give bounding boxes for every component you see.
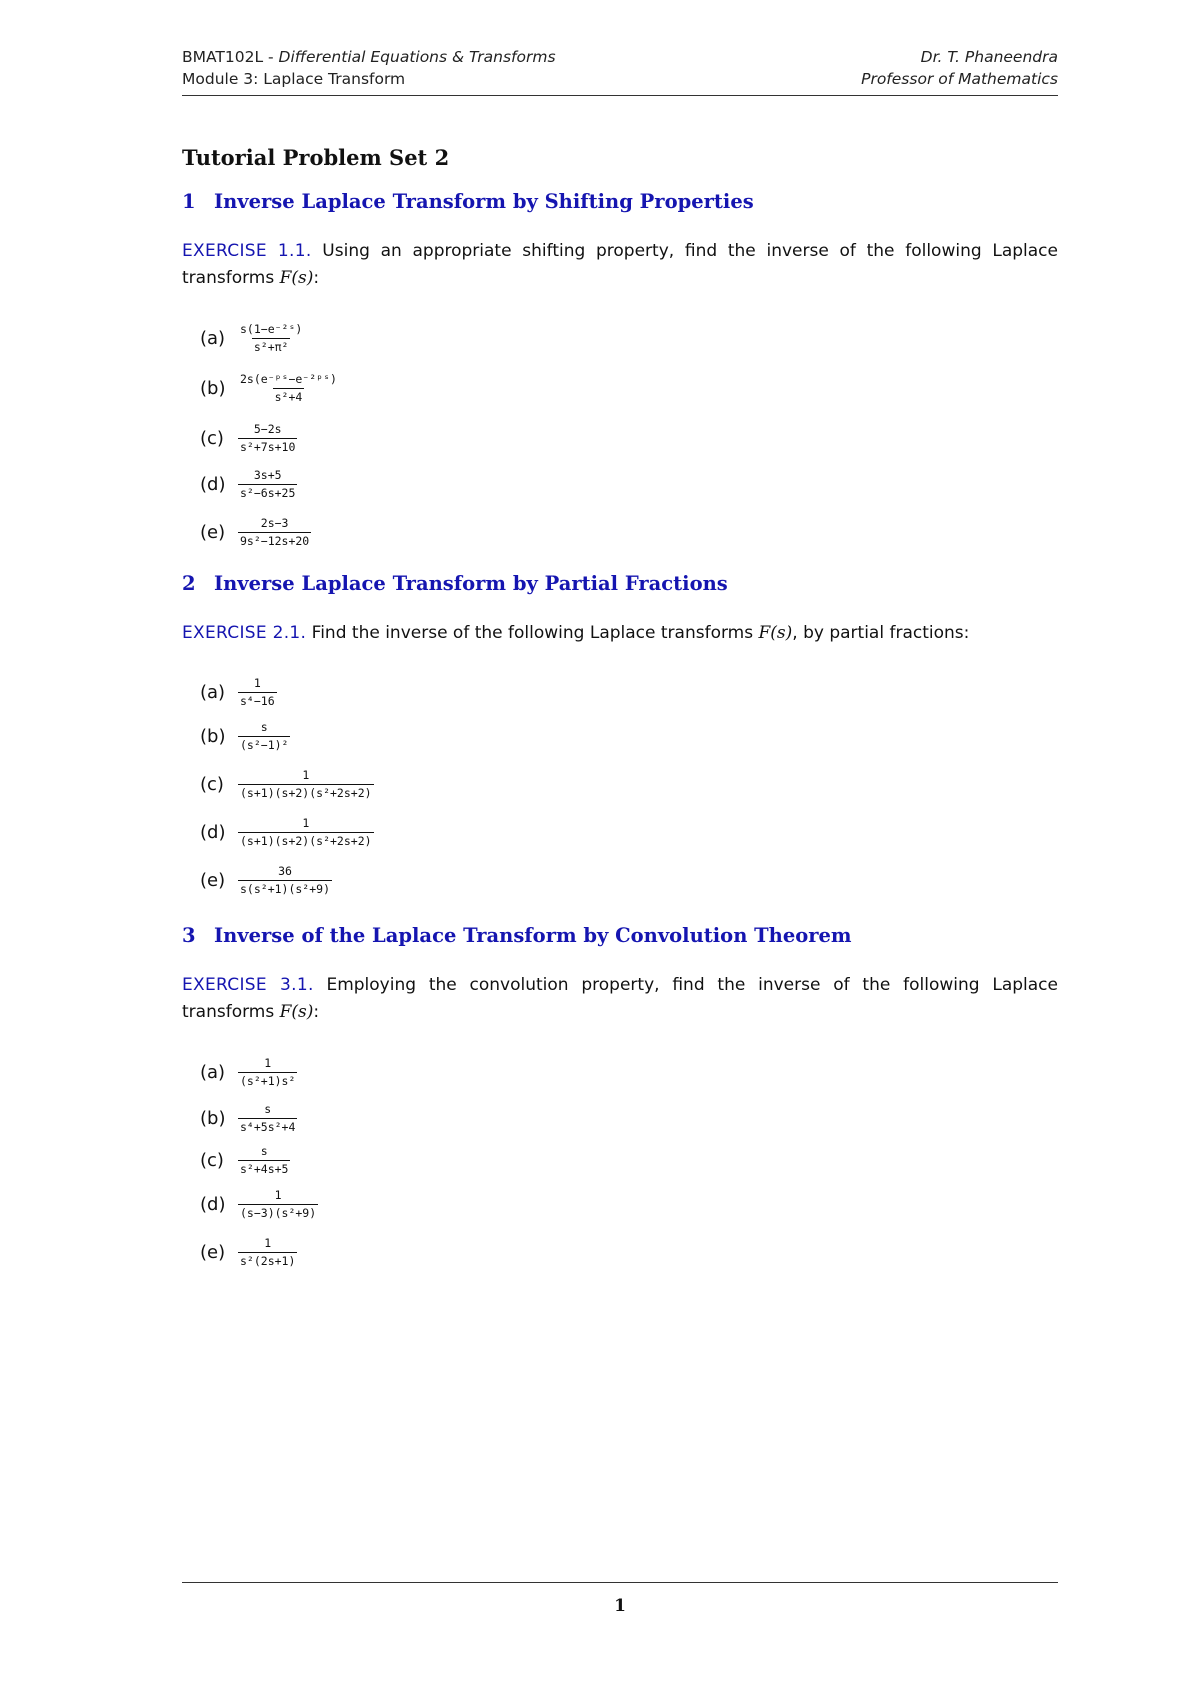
- section-2-heading: [182, 572, 728, 595]
- exercise-text-end: , by partial fractions:: [792, 623, 970, 643]
- course-title: Differential Equations & Transforms: [278, 48, 556, 66]
- numerator: 5−2s: [253, 421, 282, 436]
- problem-label: (d): [200, 1193, 226, 1215]
- numerator: 1: [302, 767, 310, 782]
- denominator: s²+4: [274, 389, 303, 404]
- problem-3c: [200, 1140, 290, 1180]
- section-number: 3: [182, 924, 196, 947]
- exercise-text: Using an appropriate shifting property, find the inverse of the following Laplace transforms: [182, 241, 1058, 288]
- numerator: 36: [278, 863, 292, 878]
- fraction: [238, 422, 297, 455]
- problem-label: (c): [200, 1149, 224, 1171]
- numerator: 1: [302, 815, 310, 830]
- numerator: 2s(e⁻ᵖˢ−e⁻²ᵖˢ): [240, 371, 337, 386]
- numerator: 2s−3: [260, 515, 289, 530]
- problem-1b: [200, 368, 339, 408]
- exercise-tag: EXERCISE 1.1.: [182, 241, 312, 261]
- numerator: 1: [264, 1055, 272, 1070]
- section-number: 1: [182, 190, 196, 213]
- header-row-1: [182, 46, 1058, 68]
- problem-2d: [200, 812, 374, 852]
- exercise-text-end: :: [313, 1002, 320, 1022]
- problem-2e: [200, 860, 332, 900]
- exercise-3-1: [182, 972, 1058, 1026]
- problem-3e: [200, 1232, 297, 1272]
- course-line: [182, 46, 556, 68]
- section-title: Inverse of the Laplace Transform by Convolution Theorem: [214, 924, 852, 947]
- problem-label: (a): [200, 681, 226, 703]
- exercise-1-1: [182, 238, 1058, 292]
- problem-label: (d): [200, 473, 226, 495]
- numerator: 3s+5: [253, 467, 282, 482]
- problem-label: (e): [200, 869, 226, 891]
- fraction: [238, 676, 277, 709]
- header-rule: [182, 95, 1058, 96]
- section-title: Inverse Laplace Transform by Shifting Properties: [214, 190, 754, 213]
- exercise-tag: EXERCISE 2.1.: [182, 623, 307, 643]
- problem-label: (e): [200, 1241, 226, 1263]
- numerator: 1: [274, 1187, 282, 1202]
- numerator: s(1−e⁻²ˢ): [240, 321, 303, 336]
- problem-2c: [200, 764, 374, 804]
- fraction: [238, 768, 374, 801]
- footer-rule: [182, 1582, 1058, 1583]
- denominator: (s+1)(s+2)(s²+2s+2): [240, 785, 372, 800]
- denominator: s²−6s+25: [240, 485, 296, 500]
- fraction: [238, 322, 304, 355]
- author-title: Professor of Mathematics: [861, 70, 1058, 88]
- denominator: s²(2s+1): [240, 1253, 296, 1268]
- course-code: BMAT102L -: [182, 48, 279, 66]
- fraction: [238, 1236, 297, 1269]
- fraction: [238, 372, 339, 405]
- denominator: 9s²−12s+20: [240, 533, 310, 548]
- problem-label: (a): [200, 327, 226, 349]
- problem-label: (d): [200, 821, 226, 843]
- author-name: Dr. T. Phaneendra: [920, 48, 1058, 66]
- problem-label: (c): [200, 427, 224, 449]
- fraction: [238, 1102, 297, 1135]
- denominator: s²+7s+10: [240, 439, 296, 454]
- problem-1c: [200, 418, 297, 458]
- exercise-2-1: [182, 620, 1058, 647]
- fraction: [238, 1056, 297, 1089]
- numerator: 1: [264, 1235, 272, 1250]
- problem-2b: [200, 716, 290, 756]
- running-header: [182, 46, 1058, 90]
- section-3-heading: [182, 924, 852, 947]
- exercise-text-end: :: [313, 268, 320, 288]
- problem-1e: [200, 512, 311, 552]
- fraction: [238, 468, 297, 501]
- problem-3a: [200, 1052, 297, 1092]
- problem-3d: [200, 1184, 318, 1224]
- problem-label: (b): [200, 377, 226, 399]
- section-1-heading: [182, 190, 754, 213]
- numerator: s: [260, 719, 268, 734]
- page-title: Tutorial Problem Set 2: [182, 145, 450, 170]
- denominator: s⁴−16: [240, 693, 275, 708]
- problem-label: (a): [200, 1061, 226, 1083]
- fraction: [238, 720, 290, 753]
- problem-3b: [200, 1098, 297, 1138]
- exercise-text: Find the inverse of the following Laplace transforms: [306, 623, 759, 643]
- exercise-tag: EXERCISE 3.1.: [182, 975, 314, 995]
- problem-label: (b): [200, 1107, 226, 1129]
- fraction: [238, 1188, 318, 1221]
- problem-label: (b): [200, 725, 226, 747]
- fraction: [238, 816, 374, 849]
- denominator: s²+4s+5: [240, 1161, 289, 1176]
- fraction: [238, 864, 332, 897]
- problem-1a: [200, 318, 304, 358]
- module-title: Module 3: Laplace Transform: [182, 70, 406, 88]
- problem-2a: [200, 672, 277, 712]
- denominator: s⁴+5s²+4: [240, 1119, 296, 1134]
- section-number: 2: [182, 572, 196, 595]
- exercise-math: F(s): [758, 623, 793, 643]
- section-title: Inverse Laplace Transform by Partial Fractions: [214, 572, 728, 595]
- fraction: [238, 516, 311, 549]
- denominator: s(s²+1)(s²+9): [240, 881, 331, 896]
- exercise-math: F(s): [279, 1002, 314, 1022]
- header-row-2: [182, 68, 1058, 90]
- page-number: 1: [614, 1596, 626, 1616]
- problem-label: (c): [200, 773, 224, 795]
- denominator: (s²+1)s²: [240, 1073, 296, 1088]
- numerator: s: [264, 1101, 272, 1116]
- denominator: s²+π²: [253, 339, 289, 354]
- numerator: 1: [253, 675, 261, 690]
- denominator: (s+1)(s+2)(s²+2s+2): [240, 833, 372, 848]
- denominator: (s²−1)²: [240, 737, 289, 752]
- fraction: [238, 1144, 290, 1177]
- numerator: s: [260, 1143, 268, 1158]
- exercise-math: F(s): [279, 268, 314, 288]
- problem-label: (e): [200, 521, 226, 543]
- denominator: (s−3)(s²+9): [240, 1205, 317, 1220]
- problem-1d: [200, 464, 297, 504]
- exercise-text: Employing the convolution property, find the inverse of the following Laplace transforms: [182, 975, 1058, 1022]
